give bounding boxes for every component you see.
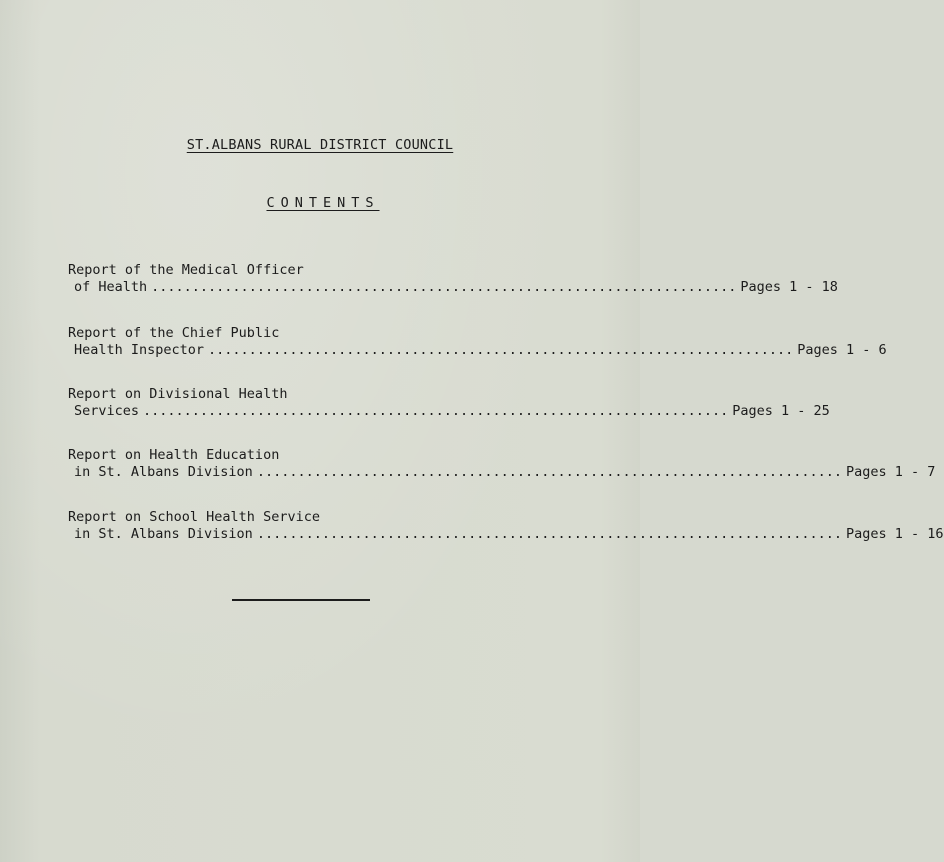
dot-leader: ........................................................................ [208, 342, 794, 358]
closing-rule [232, 599, 370, 601]
entry-title-line-2: Health Inspector [74, 342, 205, 358]
dot-leader: ........................................................................ [151, 279, 737, 295]
entry-title-line-1: Report of the Medical Officer [68, 262, 304, 278]
entry-title-line-2: in St. Albans Division [74, 464, 253, 480]
contents-entry-health-education [68, 447, 936, 481]
dot-leader: ........................................................................ [256, 464, 843, 480]
entry-pages: Pages 1 - 25 [732, 403, 830, 419]
contents-entry-medical-officer [68, 262, 838, 296]
contents-entry-public-health-inspector [68, 325, 887, 359]
contents-heading: CONTENTS [266, 195, 380, 211]
entry-pages: Pages 1 - 7 [846, 464, 936, 480]
entry-title-line-1: Report on School Health Service [68, 509, 320, 525]
contents-entry-school-health [68, 509, 944, 543]
entry-pages: Pages 1 - 16 [846, 526, 944, 542]
entry-title-line-1: Report on Health Education [68, 447, 280, 463]
entry-pages: Pages 1 - 6 [797, 342, 887, 358]
dot-leader: ........................................................................ [143, 403, 729, 419]
contents-entry-divisional-health [68, 386, 830, 420]
dot-leader: ........................................................................ [256, 526, 843, 542]
entry-title-line-2: of Health [74, 279, 148, 295]
entry-pages: Pages 1 - 18 [740, 279, 838, 295]
entry-title-line-1: Report on Divisional Health [68, 386, 288, 402]
council-title: ST.ALBANS RURAL DISTRICT COUNCIL [186, 137, 454, 153]
entry-title-line-2: Services [74, 403, 140, 419]
entry-title-line-2: in St. Albans Division [74, 526, 253, 542]
entry-title-line-1: Report of the Chief Public [68, 325, 280, 341]
